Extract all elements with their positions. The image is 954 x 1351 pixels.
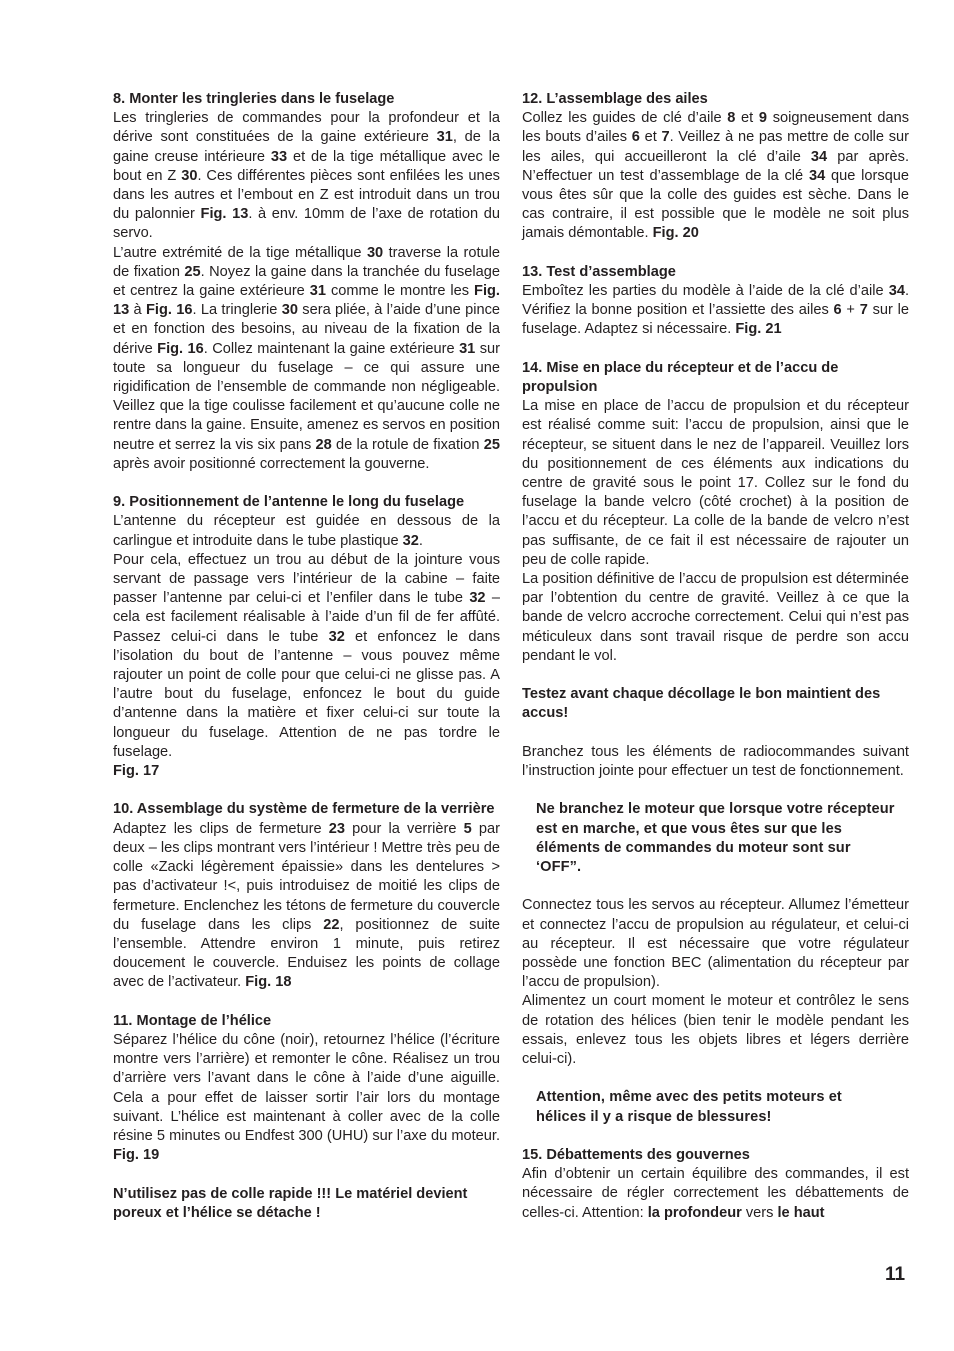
section-10-paragraph-1: Adaptez les clips de fermeture 23 pour la verrière 5 par deux – les clips montrant vers l’intérieur ! Mettre très peu de colle «Zacki légèrement épaissie» dans les dentelures > pas d’activateur !<, puis introduisez de moitié les clips de fermeture. Enclenchez les tétons de fermeture du couvercle du fuselage dans les clips 22, positionnez de suite l’ensemble. Attendre environ 1 minute, puis retirez doucement le couvercle. Enduisez les points de collage avec de l’activateur. Fig. 18 — [113, 820, 501, 991]
section-11-paragraph-1: Séparez l’hélice du cône (noir), retournez l’hélice (l’écriture montre vers l’arrière) et remonter le cône. Réalisez un trou d’arrière vers l’avant dans le cône à l’aide d’une aiguille. Cela a pour effet de laisser sortir l’air lors du montage suivant. L’hélice est maintenant à coller avec de la colle résine 5 minutes ou Endfest 300 (UHU) sur l’axe du moteur. Fig. 19 — [113, 1031, 500, 1164]
section-13-paragraph-1: Emboîtez les parties du modèle à l’aide de la clé d’aile 34. Vérifiez la bonne position et l’assiette des ailes 6 + 7 sur le fuselage. Adaptez si nécessaire. Fig. 21 — [522, 283, 909, 338]
page-number: 11 — [885, 1264, 906, 1285]
section-8 — [113, 90, 500, 474]
section-9-paragraph-2: Pour cela, effectuez un trou au début de la jointure vous servant de passage vers l’intérieur de la cabine – faite passer l’antenne par celui-ci et l’enfiler dans le tube 32 – cela est facilement réalisable à l’aide d’un fil de fer affûté. Passez celui-ci dans le tube 32 et enfoncez le dans l’isolation du bout de l’antenne – vous pouvez même rajouter un point de colle pour que celui-ci ne glisse pas. A l’autre bout du fuselage, enfoncez le bout du guide d’antenne dans la matière et fixer celui-ci sur toute la longueur du fuselage. Attention de ne pas tordre le fuselage. — [113, 551, 501, 760]
section-14-paragraph-2: La position définitive de l’accu de propulsion est déterminée par l’obtention du centre de gravité. Veillez à ce que la bande de velcro accroche correctement. Celui qui n’est pas méticuleux dans sont travail risque de perdre son accu pendant le vol. — [522, 571, 909, 664]
section-12-title: 12. L’assemblage des ailes — [522, 91, 708, 107]
section-9 — [113, 493, 500, 781]
section-14-warning-3: Attention, même avec des petits moteurs et hélices il y a risque de blessures! — [536, 1089, 842, 1125]
left-column — [113, 90, 500, 1242]
section-10 — [113, 800, 500, 992]
section-11-title: 11. Montage de l’hélice — [113, 1012, 272, 1029]
section-11-warning: N’utilisez pas de colle rapide !!! Le matériel devient poreux et l’hélice se détache ! — [113, 1185, 468, 1221]
section-9-figure-ref: Fig. 17 — [113, 763, 160, 780]
section-14-paragraph-5: Alimentez un court moment le moteur et contrôlez le sens de rotation des hélices (bien tenir le modèle pendant les essais, enlevez tous les objets libres et légers derrière celui-ci). — [522, 993, 909, 1068]
section-13-title: 13. Test d’assemblage — [522, 263, 676, 280]
section-8-paragraph-2: L’autre extrémité de la tige métallique 30 traverse la rotule de fixation 25. Noyez la gaine dans la tranchée du fuselage et centrez la gaine extérieure 31 comme le montre les Fig. 13 à Fig. 16. La tringlerie 30 sera pliée, à l’aide d’une pince et en fonction des besoins, au niveau de la fixation de la dérive Fig. 16. Collez maintenant la gaine extérieure 31 sur toute sa longueur du fuselage – ce qui assure une rigidification de l’ensemble de commande non négligeable. Veillez que la tige coulisse facilement et qu’aucune colle ne rentre dans la gaine. Ensuite, amenez es servos en position neutre et serrez la vis six pans 28 de la rotule de fixation 25 après avoir positionné correctement la gouverne. — [113, 244, 501, 472]
section-14-paragraph-4: Connectez tous les servos au récepteur. Allumez l’émetteur et connectez l’accu de propulsion au régulateur, et celui-ci au récepteur. Il est nécessaire que votre régulateur possède une fonction BEC (alimentation du récepteur par l’accu de propulsion). — [522, 897, 909, 991]
section-15 — [522, 1146, 909, 1223]
section-12-paragraph-1: Collez les guides de clé d’aile 8 et 9 soigneusement dans les bouts d’ailes 6 et 7. Veillez à ne pas mettre de colle sur les ailes, qui accueilleront la clé d’aile 34 par après. N’effectuer un test d’assemblage de la clé 34 que lorsque vous êtes sûr que la colle des guides est sèche. Dans le cas contraire, il est possible que le modèle ne soit plus jamais démontable. Fig. 20 — [522, 110, 910, 242]
right-column — [522, 90, 909, 1242]
section-15-paragraph-1: Afin d’obtenir un certain équilibre des commandes, il est nécessaire de régler correctement les débattements de celles-ci. Attention: la profondeur vers le haut — [522, 1166, 909, 1221]
section-10-title: 10. Assemblage du système de fermeture de la verrière — [113, 801, 495, 818]
section-12 — [522, 90, 909, 244]
section-8-title: 8. Monter les tringleries dans le fuselage — [113, 91, 395, 107]
section-9-title: 9. Positionnement de l’antenne le long du fuselage — [113, 494, 465, 511]
section-8-paragraph-1: Les tringleries de commandes pour la profondeur et la dérive sont constituées de la gaine extérieure 31, de la gaine creuse intérieure 33 et de la tige métallique avec le bout en Z 30. Ces différentes pièces sont enfilées les unes dans les autres et l’embout en Z est introduit dans un trou du palonnier Fig. 13. à env. 10mm de l’axe de rotation du servo. — [113, 110, 501, 242]
section-14-title: 14. Mise en place du récepteur et de l’accu de propulsion — [522, 359, 839, 396]
section-14-paragraph-1: La mise en place de l’accu de propulsion et du récepteur est réalisé comme suit: l’accu de propulsion, ainsi que le récepteur, se situent dans le nez de l’appareil. Veuillez lors du positionnement de ces éléments aux indications du centre de gravité sous le point 17. Collez sur le fond du fuselage la bande velcro (côté crochet) à la position de l’accu et du récepteur. La colle de la bande de velcro n’est pas suffisante, de ce fait il est nécessaire de rajouter un peu de colle rapide. — [522, 398, 909, 568]
section-13 — [522, 263, 909, 340]
section-14 — [522, 359, 909, 666]
section-9-paragraph-1: L’antenne du récepteur est guidée en dessous de la carlingue et introduite dans le tube plastique 32. — [113, 513, 500, 549]
section-14-paragraph-3: Branchez tous les éléments de radiocommandes suivant l’instruction jointe pour effectuer un test de fonctionnement. — [522, 743, 909, 780]
section-14-warning-2: Ne branchez le moteur que lorsque votre récepteur est en marche, et que vous êtes sur que les éléments de commandes du moteur sont sur ‘OFF”. — [536, 801, 895, 876]
section-14-block-4 — [522, 896, 909, 1069]
section-15-title: 15. Débattements des gouvernes — [522, 1147, 750, 1164]
section-11 — [113, 1012, 500, 1166]
section-14-block-3 — [522, 743, 909, 781]
section-14-warning-1: Testez avant chaque décollage le bon maintient des accus! — [522, 686, 881, 722]
